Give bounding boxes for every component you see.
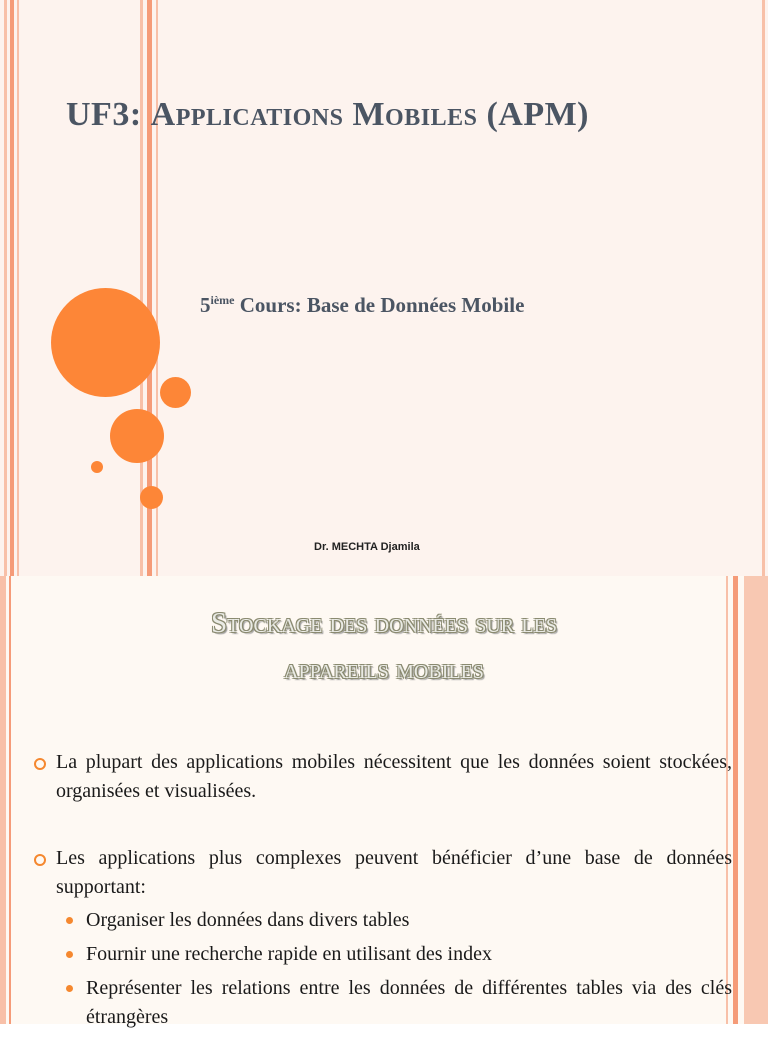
author-name: Dr. MECHTA Djamila — [314, 541, 420, 553]
bullet-item — [34, 844, 732, 1032]
bullet-dot-icon — [66, 985, 73, 992]
course-number-superscript: ième — [210, 293, 235, 307]
sub-bullet-text: Organiser les données dans divers tables — [86, 909, 410, 931]
bullet-ring-icon — [34, 854, 46, 866]
bullet-dot-icon — [66, 917, 73, 924]
sub-bullet-text: Représenter les relations entre les données de différentes tables via des clés étrangères — [86, 977, 732, 1028]
bullet-text: Les applications plus complexes peuvent bénéficier d’une base de données supportant: — [56, 847, 732, 898]
presentation-title — [66, 96, 589, 134]
decorative-stripe — [9, 576, 11, 1024]
sub-bullet-item — [56, 974, 732, 1032]
decorative-circle-large — [51, 288, 160, 397]
bullet-list — [34, 748, 732, 1037]
title-suffix: (APM) — [477, 96, 589, 133]
sub-bullet-item — [56, 906, 732, 935]
slide-heading-line2: appareils mobiles — [284, 653, 484, 685]
bullet-dot-icon — [66, 951, 73, 958]
slide-heading-line1: Stockage des données sur les — [211, 607, 557, 639]
sub-bullet-text: Fournir une recherche rapide en utilisant des index — [86, 943, 492, 965]
course-number: 5 — [200, 293, 211, 317]
title-prefix: UF3: — [66, 96, 151, 133]
sub-bullet-list — [56, 906, 732, 1032]
decorative-circle-small — [140, 486, 163, 509]
decorative-stripe — [10, 0, 14, 576]
decorative-stripe — [4, 0, 7, 576]
course-subtitle — [200, 293, 524, 318]
decorative-stripe — [0, 576, 6, 1024]
slide-heading — [60, 600, 708, 692]
bullet-item — [34, 748, 732, 806]
decorative-stripe — [744, 576, 768, 1024]
decorative-stripe — [17, 0, 19, 576]
bullet-ring-icon — [34, 758, 46, 770]
bullet-text: La plupart des applications mobiles nécessitent que les données soient stockées, organisées et visualisées. — [56, 751, 732, 802]
decorative-circle-tiny — [91, 461, 103, 473]
course-name: Cours: Base de Données Mobile — [234, 293, 525, 317]
decorative-circle-small — [160, 377, 191, 408]
title-main: Applications Mobiles — [150, 96, 478, 133]
decorative-circle-medium — [110, 409, 164, 463]
decorative-stripe — [733, 576, 738, 1024]
sub-bullet-item — [56, 940, 732, 969]
decorative-stripe — [762, 0, 765, 576]
